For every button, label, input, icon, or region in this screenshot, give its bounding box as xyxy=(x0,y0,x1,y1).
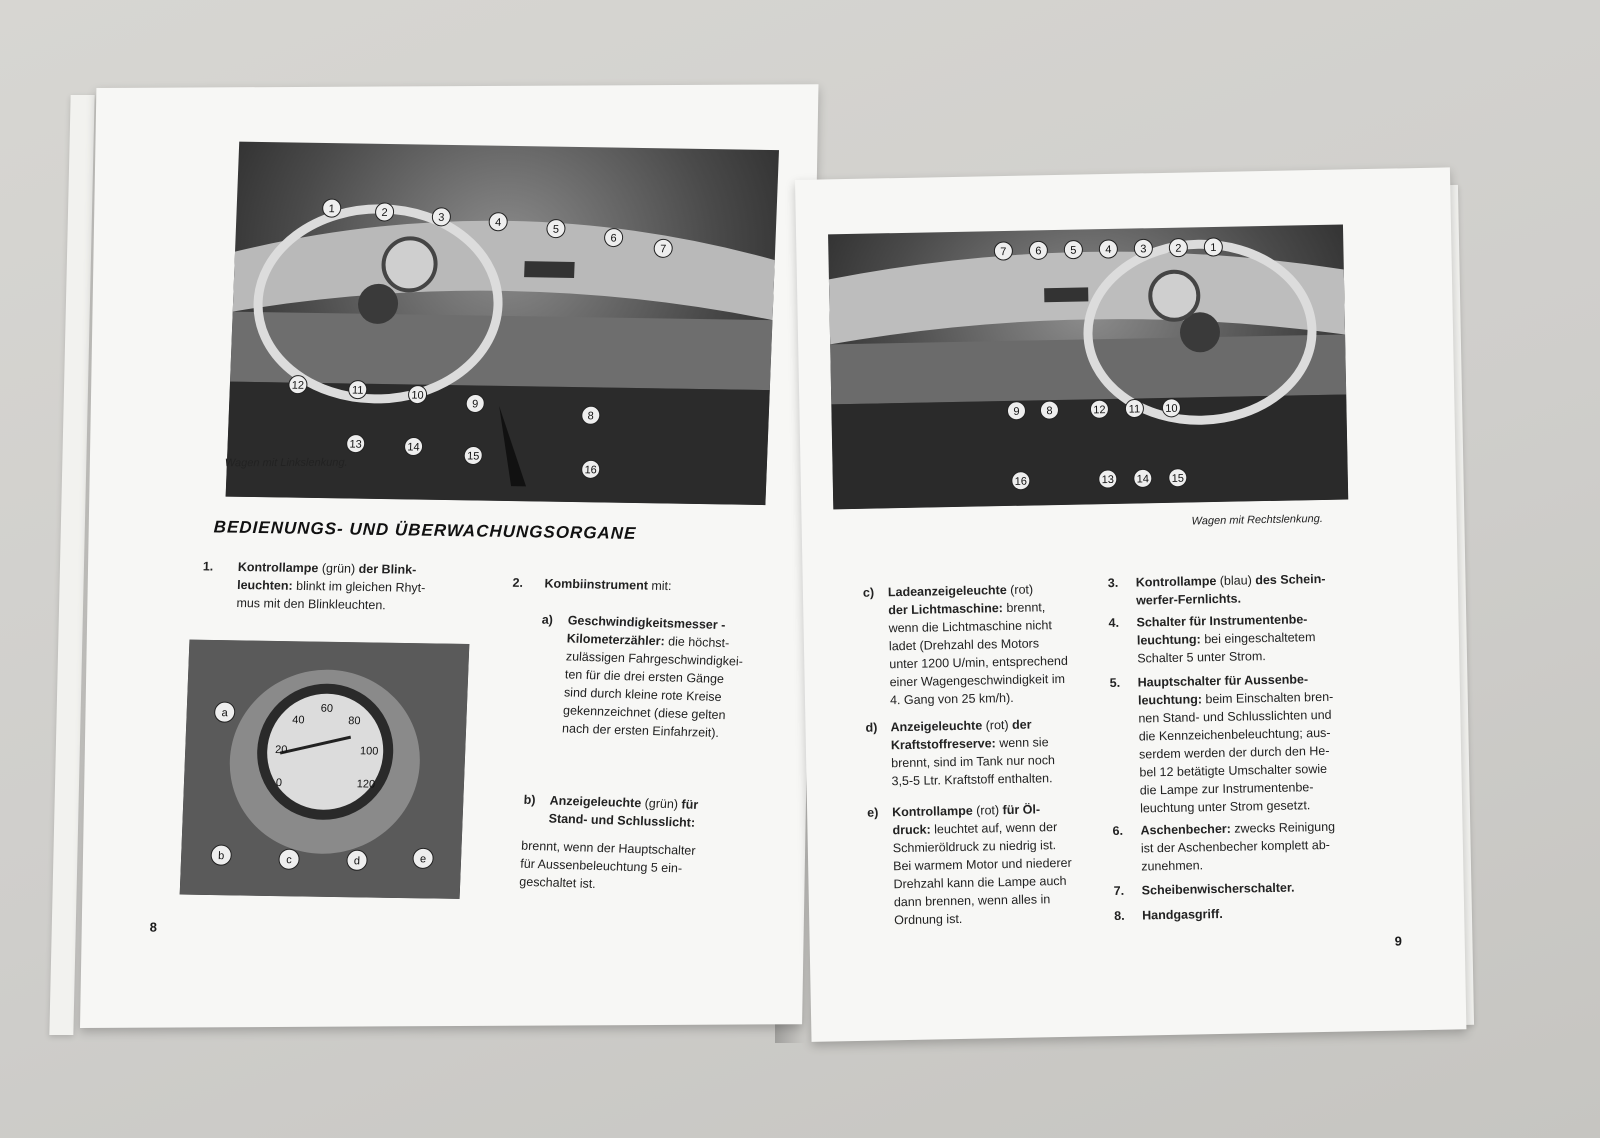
svg-text:8: 8 xyxy=(587,410,595,423)
item-6 xyxy=(1112,817,1383,876)
sub-d-title: Anzeigeleuchte xyxy=(890,718,983,735)
callout-14 xyxy=(1134,469,1152,487)
item-3-rest: des Schein- xyxy=(1255,571,1326,588)
callout-7 xyxy=(654,239,673,257)
item-1-line2: blinkt im gleichen Rhyt- xyxy=(295,578,426,595)
sub-a-label: a) xyxy=(541,612,554,627)
sub-c-line-5: 4. Gang von 25 km/h). xyxy=(889,690,1014,708)
item-5 xyxy=(1110,669,1383,818)
gauge-callout-c xyxy=(279,849,300,869)
page-number-right: 9 xyxy=(1394,933,1403,949)
item-6-line-2: zunehmen. xyxy=(1141,858,1204,874)
gauge-callout-a xyxy=(214,702,235,722)
svg-text:4: 4 xyxy=(494,216,502,229)
item-4-line2-bold: leuchtung: xyxy=(1136,632,1201,648)
sub-e-line2-bold: druck: xyxy=(892,822,931,838)
svg-text:7: 7 xyxy=(659,243,667,256)
svg-text:9: 9 xyxy=(471,398,479,411)
svg-text:13: 13 xyxy=(349,438,362,451)
item-4 xyxy=(1108,609,1369,668)
item-8-number: 8. xyxy=(1114,908,1125,924)
item-5-line-5: die Lampe zur Instrumentenbe- xyxy=(1139,780,1314,798)
sub-b-line2-bold: Stand- und Schlusslicht: xyxy=(548,811,696,830)
callout-3 xyxy=(1134,239,1152,257)
sub-item-a xyxy=(536,611,767,744)
item-4-title: Schalter für Instrumentenbe- xyxy=(1136,612,1308,630)
svg-text:9: 9 xyxy=(1013,405,1020,418)
callout-2 xyxy=(1169,238,1187,256)
svg-text:12: 12 xyxy=(1093,404,1106,417)
sub-a-line-2: ten für die drei ersten Gänge xyxy=(564,667,725,687)
caption-left-hand-drive: Wagen mit Linkslenkung. xyxy=(224,456,348,470)
sub-b-rest: für xyxy=(681,797,699,812)
svg-text:c: c xyxy=(286,854,293,867)
sub-item-b xyxy=(519,791,759,898)
svg-text:15: 15 xyxy=(466,450,480,463)
sub-a-bold-2: Kilometerzähler: xyxy=(566,631,666,649)
item-5-title: Hauptschalter für Aussenbe- xyxy=(1137,672,1309,690)
sub-a-line-4: gekennzeichnet (diese gelten xyxy=(562,703,726,723)
item-2-title: Kombiinstrument xyxy=(544,576,649,593)
svg-text:60: 60 xyxy=(320,702,334,715)
sub-b-title: Anzeigeleuchte xyxy=(549,793,642,811)
instrument-cluster-photo xyxy=(180,640,470,899)
svg-text:5: 5 xyxy=(1070,244,1077,257)
svg-text:d: d xyxy=(353,855,361,868)
item-8 xyxy=(1114,902,1384,925)
item-5-line2: beim Einschalten bren- xyxy=(1205,689,1334,707)
svg-text:14: 14 xyxy=(407,441,420,454)
callout-1 xyxy=(1204,238,1222,256)
svg-text:1: 1 xyxy=(328,203,335,216)
caption-right-hand-drive: Wagen mit Rechtslenkung. xyxy=(1191,512,1323,528)
gauge-callout-e xyxy=(413,848,434,868)
svg-text:5: 5 xyxy=(552,223,560,236)
callout-3 xyxy=(432,208,451,226)
item-1-number: 1. xyxy=(202,559,214,574)
svg-text:15: 15 xyxy=(1171,472,1185,485)
item-3-color: (blau) xyxy=(1219,573,1252,588)
callout-15 xyxy=(1169,469,1187,487)
sub-e-line-4: dann brennen, wenn alles in xyxy=(893,892,1051,910)
item-6-rest: zwecks Reinigung xyxy=(1234,819,1336,836)
callout-5 xyxy=(1064,240,1082,258)
item-3-title: Kontrollampe xyxy=(1135,573,1217,590)
callout-5 xyxy=(547,220,566,238)
svg-text:40: 40 xyxy=(292,714,305,727)
svg-text:20: 20 xyxy=(274,743,288,757)
svg-text:3: 3 xyxy=(1140,243,1147,256)
svg-text:11: 11 xyxy=(1128,403,1141,416)
sub-e-line-5: Ordnung ist. xyxy=(894,911,963,928)
svg-text:8: 8 xyxy=(1046,405,1053,418)
svg-text:100: 100 xyxy=(359,745,379,758)
sub-c-line2: brennt, xyxy=(1006,600,1046,616)
sub-b-line-3: geschaltet ist. xyxy=(519,874,597,891)
sub-a-line-3: sind durch kleine rote Kreise xyxy=(563,685,722,705)
svg-text:a: a xyxy=(221,707,228,720)
item-2-number: 2. xyxy=(512,575,524,590)
sub-e-label: e) xyxy=(867,805,879,820)
item-5-number: 5. xyxy=(1109,675,1121,691)
sub-b-label: b) xyxy=(523,792,536,808)
callout-13 xyxy=(1099,470,1117,488)
svg-text:10: 10 xyxy=(1165,402,1178,415)
item-5-line-3: serdem werden der durch den He- xyxy=(1138,743,1330,762)
svg-text:2: 2 xyxy=(381,206,388,220)
item-6-number: 6. xyxy=(1112,823,1124,839)
sub-d-line-2: 3,5-5 Ltr. Kraftstoff enthalten. xyxy=(891,771,1053,789)
sub-a-bold-1: Geschwindigkeitsmesser - xyxy=(567,613,726,633)
item-3-line2-bold: werfer-Fernlichts. xyxy=(1136,591,1242,608)
sub-c-line2-bold: der Lichtmaschine: xyxy=(888,601,1004,618)
callout-layer-rhd xyxy=(828,224,1348,509)
item-2-rest: mit: xyxy=(651,578,672,594)
svg-text:4: 4 xyxy=(1105,243,1112,257)
sub-d-line2-bold: Kraftstoffreserve: xyxy=(890,736,996,753)
item-5-line-4: bel 12 betätigte Umschalter sowie xyxy=(1139,761,1328,780)
item-5-line-1: nen Stand- und Schlusslichten und xyxy=(1138,707,1332,726)
sub-a-line-5: nach der ersten Einfahrzeit). xyxy=(561,721,720,740)
callout-10 xyxy=(408,385,427,403)
svg-text:1: 1 xyxy=(1210,241,1217,255)
svg-text:16: 16 xyxy=(584,464,598,477)
item-1-line3: mus mit den Blinkleuchten. xyxy=(236,595,387,613)
svg-text:3: 3 xyxy=(438,211,445,224)
callout-11 xyxy=(348,380,367,398)
sub-item-c xyxy=(863,579,1105,710)
callout-6 xyxy=(604,228,623,246)
item-1-line2-bold: leuchten: xyxy=(236,577,293,593)
sub-c-line-2: ladet (Drehzahl des Motors xyxy=(888,636,1040,654)
svg-text:12: 12 xyxy=(291,379,305,392)
sub-d-line2: wenn sie xyxy=(999,735,1049,751)
sub-e-title: Kontrollampe xyxy=(892,803,973,820)
sub-d-line-1: brennt, sind im Tank nur noch xyxy=(891,753,1056,771)
item-1 xyxy=(201,557,493,616)
item-7 xyxy=(1114,877,1384,900)
item-5-line-6: leuchtung unter Strom gesetzt. xyxy=(1139,798,1311,816)
sub-d-rest: der xyxy=(1011,717,1032,732)
sub-a-after-bold: die höchst- xyxy=(667,634,730,651)
svg-text:14: 14 xyxy=(1136,473,1150,486)
svg-text:7: 7 xyxy=(1000,245,1007,259)
svg-text:10: 10 xyxy=(411,389,424,402)
callout-15 xyxy=(464,446,483,464)
callout-12 xyxy=(289,376,308,394)
callout-10 xyxy=(1162,399,1180,417)
sub-c-line-4: einer Wagengeschwindigkeit im xyxy=(889,671,1066,690)
item-4-line3: Schalter 5 unter Strom. xyxy=(1137,649,1266,666)
svg-text:2: 2 xyxy=(1175,242,1182,255)
item-4-line2: bei eingeschaltetem xyxy=(1204,630,1316,647)
gauge-callout-d xyxy=(347,850,368,870)
page-number-left: 8 xyxy=(149,919,158,935)
svg-text:b: b xyxy=(217,850,225,863)
item-2 xyxy=(512,574,763,597)
sub-e-line-1: Schmieröldruck zu niedrig ist. xyxy=(892,838,1057,856)
callout-8 xyxy=(581,406,600,424)
item-8-title: Handgasgriff. xyxy=(1142,906,1223,923)
sub-c-line-1: wenn die Lichtmaschine nicht xyxy=(888,618,1053,636)
sub-b-line-1: brennt, wenn der Hauptschalter xyxy=(520,838,696,858)
item-6-title: Aschenbecher: xyxy=(1140,821,1231,838)
item-1-title: Kontrollampe xyxy=(237,559,319,576)
left-page xyxy=(80,84,818,1028)
svg-text:120: 120 xyxy=(356,778,376,791)
dashboard-photo-left-hand-drive xyxy=(226,142,779,505)
svg-text:13: 13 xyxy=(1101,473,1115,487)
svg-text:6: 6 xyxy=(610,232,617,245)
sub-c-line-3: unter 1200 U/min, entsprechend xyxy=(889,653,1069,672)
callout-9 xyxy=(1007,402,1025,420)
item-3 xyxy=(1108,569,1369,610)
callout-1 xyxy=(322,199,341,217)
item-4-number: 4. xyxy=(1108,615,1120,631)
callout-12 xyxy=(1090,400,1108,418)
sub-c-title: Ladeanzeigeleuchte xyxy=(887,583,1007,600)
sub-c-color: (rot) xyxy=(1010,582,1034,597)
sub-e-line-2: Bei warmem Motor und niederer xyxy=(893,855,1072,874)
svg-text:16: 16 xyxy=(1014,475,1028,488)
item-5-line2-bold: leuchtung: xyxy=(1137,692,1203,708)
sub-c-label: c) xyxy=(862,585,875,600)
callout-13 xyxy=(346,434,365,452)
gauge-callout-b xyxy=(211,845,232,865)
item-1-color: (grün) xyxy=(321,561,356,576)
sub-b-line-2: für Aussenbeleuchtung 5 ein- xyxy=(519,856,683,876)
sub-e-line2: leuchtet auf, wenn der xyxy=(934,820,1058,837)
sub-e-line-3: Drehzahl kann die Lampe auch xyxy=(893,873,1067,892)
svg-text:80: 80 xyxy=(348,715,361,728)
sub-b-color: (grün) xyxy=(644,796,679,812)
svg-text:0: 0 xyxy=(275,776,283,790)
sub-e-color: (rot) xyxy=(976,803,1000,818)
item-7-title: Scheibenwischerschalter. xyxy=(1141,880,1295,898)
item-5-line-2: die Kennzeichenbeleuchtung; aus- xyxy=(1138,725,1331,744)
callout-4 xyxy=(1099,240,1117,258)
callout-11 xyxy=(1125,399,1143,417)
item-3-number: 3. xyxy=(1107,575,1119,591)
item-1-rest: der Blink- xyxy=(358,561,417,577)
callout-4 xyxy=(489,213,508,231)
svg-text:6: 6 xyxy=(1035,245,1042,258)
callout-9 xyxy=(466,394,485,412)
callout-16 xyxy=(1012,472,1030,490)
callout-8 xyxy=(1040,401,1058,419)
callout-7 xyxy=(994,242,1012,260)
right-page xyxy=(795,167,1466,1041)
callout-2 xyxy=(375,203,394,221)
item-6-line-1: ist der Aschenbecher komplett ab- xyxy=(1140,837,1330,856)
section-heading: BEDIENUNGS- UND ÜBERWACHUNGSORGANE xyxy=(213,517,637,543)
svg-text:e: e xyxy=(419,853,427,866)
callout-6 xyxy=(1029,241,1047,259)
sub-item-d xyxy=(865,714,1106,791)
dashboard-photo-right-hand-drive xyxy=(828,224,1348,509)
callout-16 xyxy=(581,460,600,478)
sub-e-rest: für Öl- xyxy=(1002,802,1041,818)
item-7-number: 7. xyxy=(1113,883,1125,899)
sub-d-label: d) xyxy=(865,720,878,735)
sub-item-e xyxy=(867,799,1109,930)
callout-layer xyxy=(226,142,779,505)
sub-d-color: (rot) xyxy=(985,718,1009,733)
callout-14 xyxy=(404,437,423,455)
instrument-cluster-illustration xyxy=(180,640,470,899)
svg-text:11: 11 xyxy=(351,384,364,397)
sub-a-line-1: zulässigen Fahrgeschwindigkei- xyxy=(565,649,744,669)
